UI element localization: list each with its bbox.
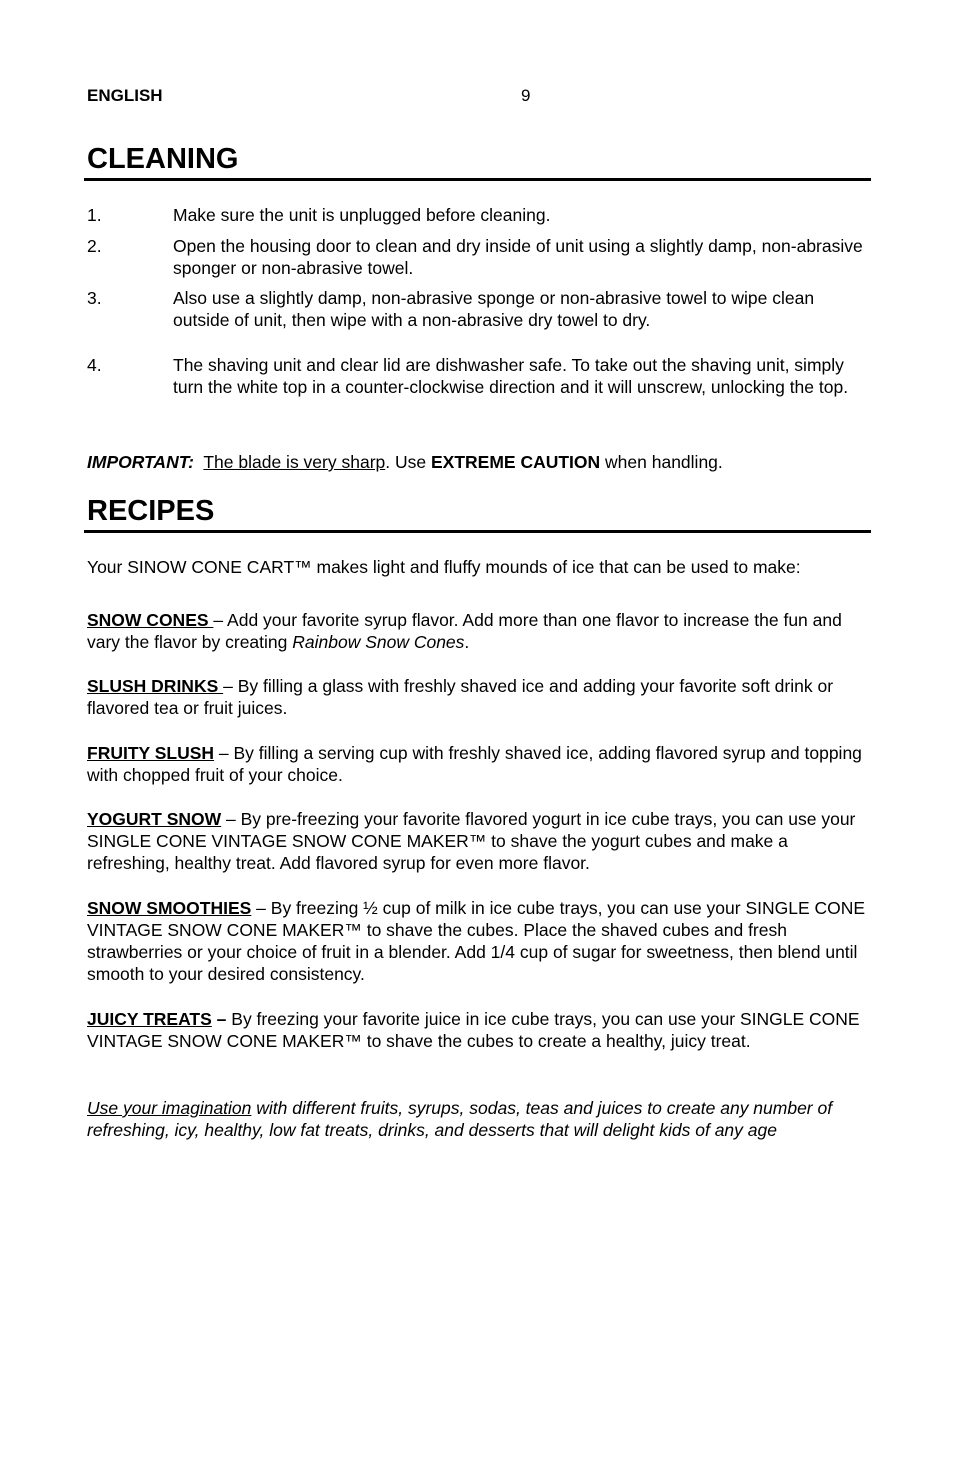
language-label: ENGLISH [87,86,163,105]
recipes-heading: RECIPES [87,495,215,527]
recipe-name: SLUSH DRINKS [87,676,224,696]
important-note [87,451,871,473]
step-text: Make sure the unit is unplugged before cleaning. [173,205,551,225]
page-header [87,86,871,108]
recipe-dash: – [211,1009,227,1029]
recipe-text: By freezing your favorite juice in ice cube trays, you can use your SINGLE CONE VINTAGE SNOW CONE MAKER™ to shave the cubes to create a healthy, juicy treat. [87,1009,860,1051]
recipe-text: – By filling a glass with freshly shaved ice and adding your favorite soft drink or flavored tea or fruit juices. [87,676,834,718]
step-number: 2. [87,236,102,256]
recipes-rule [84,530,871,533]
recipe-slush-drinks [87,675,871,719]
recipe-text: – By freezing ½ cup of milk in ice cube trays, you can use your SINGLE CONE VINTAGE SNOW CONE MAKER™ to shave the cubes. Place the shaved cubes and fresh strawberries or your choice of fruit in a blender. Add 1/4 cup of sugar for sweetness, then blend until smooth to your desired consistency. [87,898,866,984]
blade-warning: The blade is very sharp [203,452,386,472]
recipe-text: – By filling a serving cup with freshly shaved ice, adding flavored syrup and topping with chopped fruit of your choice. [87,743,862,785]
recipe-fruity-slush [87,742,871,786]
page-number: 9 [521,86,531,105]
recipe-juicy-treats [87,1008,871,1052]
recipe-name: YOGURT SNOW [87,809,222,829]
cleaning-heading: CLEANING [87,143,239,175]
cleaning-rule [84,178,871,181]
important-end: when handling. [600,452,723,472]
imagination-phrase: Use your imagination [87,1098,252,1118]
recipe-yogurt-snow [87,808,871,874]
recipe-snow-cones [87,609,871,653]
recipe-name: SNOW SMOOTHIES [87,898,252,918]
step-number: 1. [87,205,102,225]
step-text: Open the housing door to clean and dry inside of unit using a slightly damp, non-abrasive sponger or non-abrasive towel. [173,236,863,278]
recipe-name: SNOW CONES [87,610,214,630]
closing-note [87,1097,871,1141]
closing-text: with different fruits, syrups, sodas, teas and juices to create any number of refreshing, icy, healthy, low fat treats, drinks, and desserts that will delight kids of any age [87,1098,833,1140]
recipe-text: – By pre-freezing your favorite flavored yogurt in ice cube trays, you can use your SINGLE CONE VINTAGE SNOW CONE MAKER™ to shave the yogurt cubes and make a refreshing, healthy treat. Add flavored syrup for even more flavor. [87,809,856,873]
recipes-intro: Your SINOW CONE CART™ makes light and fluffy mounds of ice that can be used to make: [87,557,801,577]
recipe-snow-smoothies [87,897,871,985]
important-mid: . Use [385,452,431,472]
step-text: The shaving unit and clear lid are dishwasher safe. To take out the shaving unit, simply turn the white top in a counter-clockwise direction and it will unscrew, unlocking the top. [173,355,849,397]
recipe-italic: Rainbow Snow Cones [292,632,465,652]
recipe-name: JUICY TREATS [87,1009,212,1029]
recipe-name: FRUITY SLUSH [87,743,215,763]
recipe-end: . [464,632,470,652]
step-number: 4. [87,355,102,375]
caution-text: EXTREME CAUTION [430,452,601,472]
important-label: IMPORTANT: [87,452,194,472]
step-number: 3. [87,288,102,308]
step-text: Also use a slightly damp, non-abrasive sponge or non-abrasive towel to wipe clean outside of unit, then wipe with a non-abrasive dry towel to dry. [173,288,815,330]
recipe-text: – Add your favorite syrup flavor. Add more than one flavor to increase the fun and vary the flavor by creating [87,610,842,652]
